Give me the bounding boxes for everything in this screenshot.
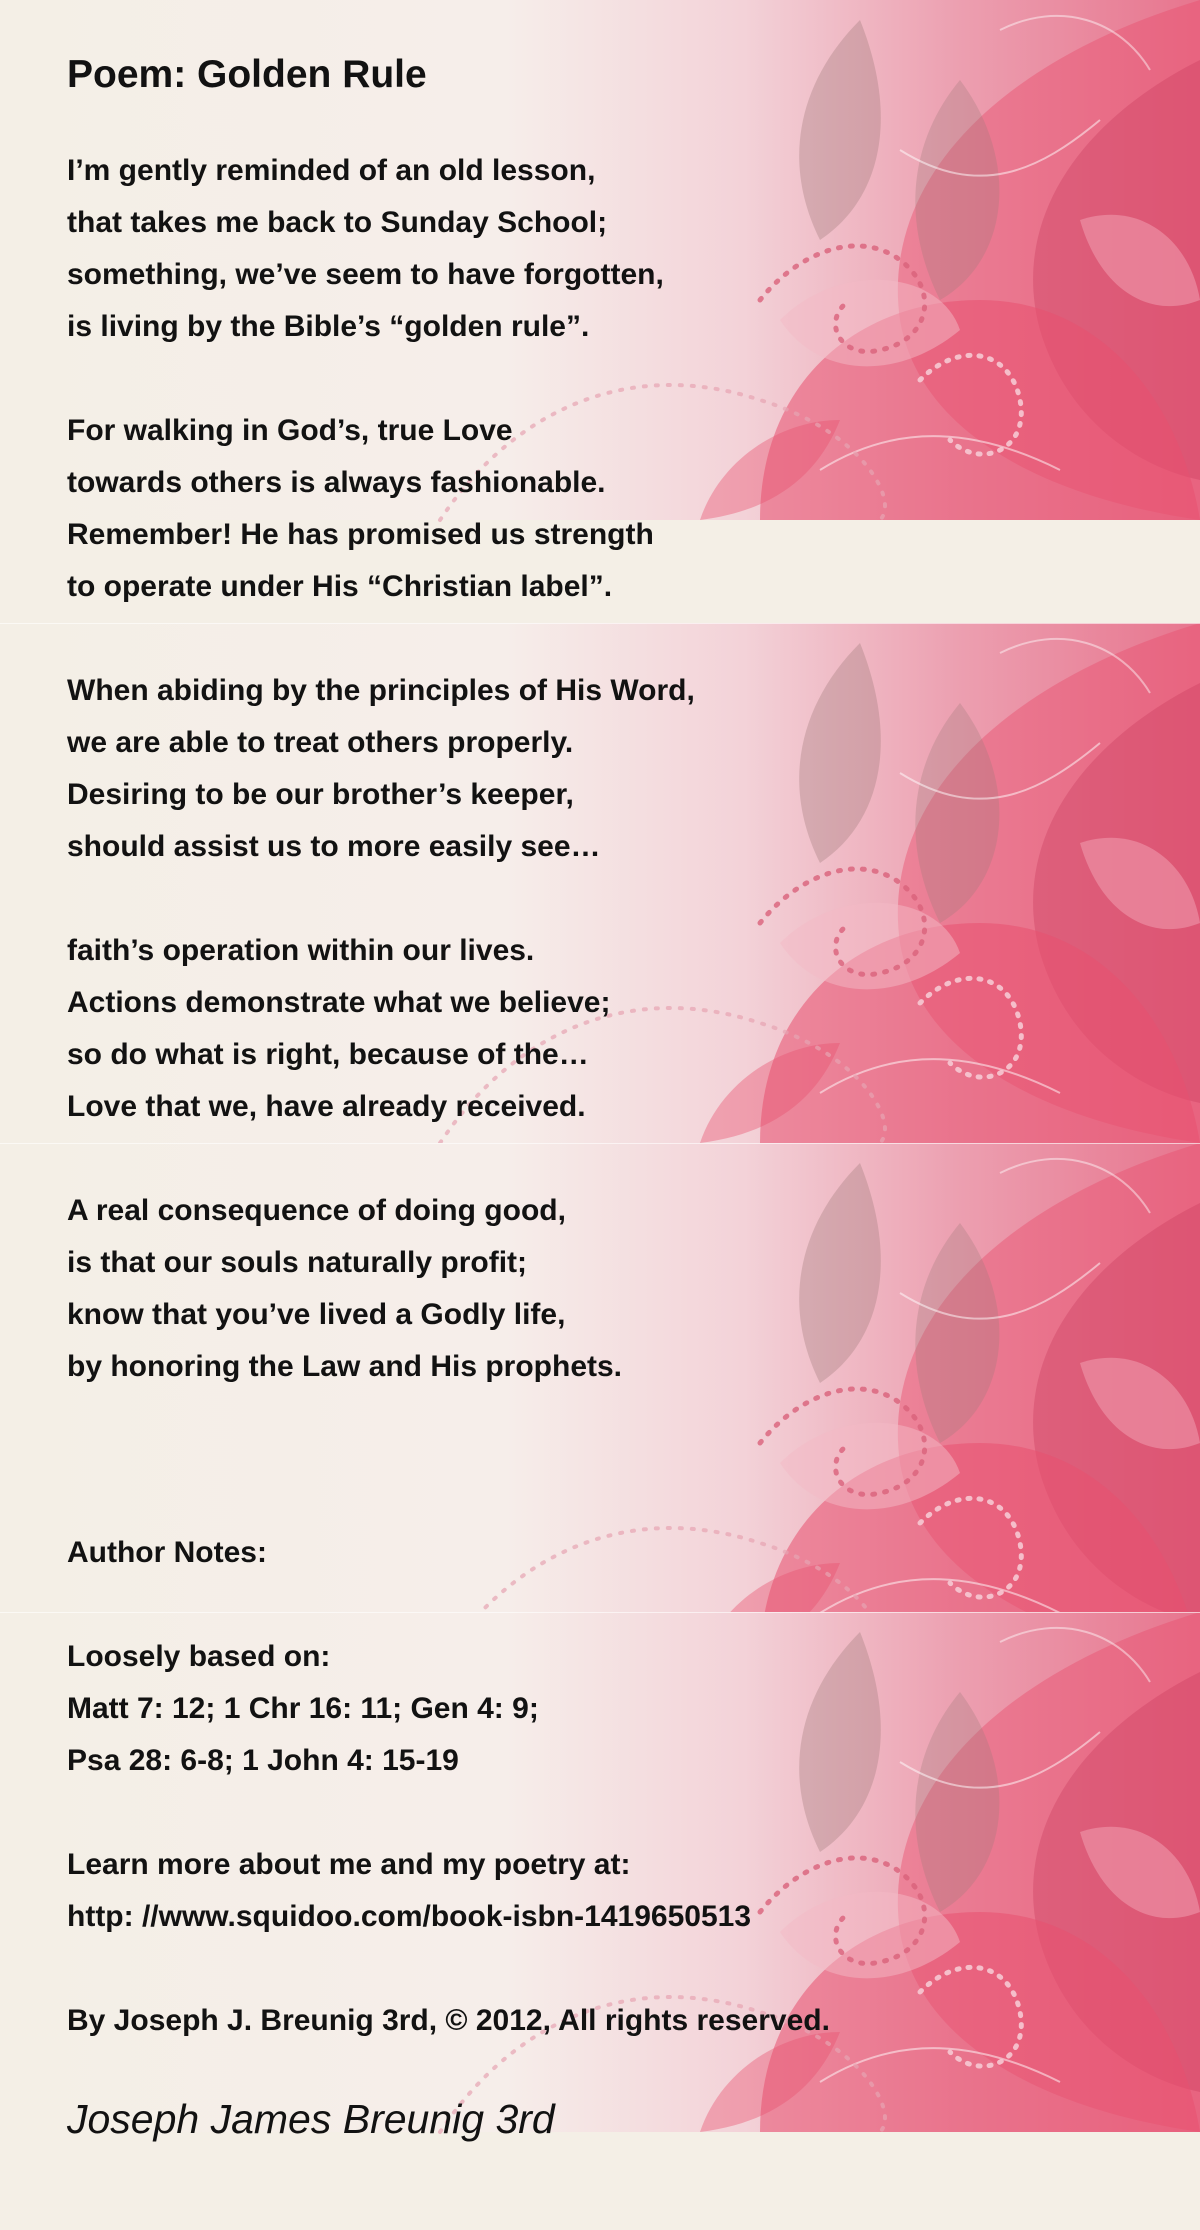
poem-line: by honoring the Law and His prophets.	[67, 1350, 623, 1383]
copyright-line: By Joseph J. Breunig 3rd, © 2012, All rights reserved.	[67, 2004, 830, 2037]
note-line: Psa 28: 6-8; 1 John 4: 15-19	[67, 1744, 459, 1777]
author-signature: Joseph James Breunig 3rd	[67, 2096, 555, 2142]
poem-title: Poem: Golden Rule	[67, 53, 427, 96]
poem-content	[67, 48, 1067, 2147]
stanza-3	[67, 665, 1067, 873]
poem-line: I’m gently reminded of an old lesson,	[67, 154, 596, 187]
poem-line: something, we’ve seem to have forgotten,	[67, 258, 664, 291]
poem-line: know that you’ve lived a Godly life,	[67, 1298, 566, 1331]
poem-line: towards others is always fashionable.	[67, 466, 606, 499]
stanza-5	[67, 1185, 1067, 1393]
poem-line: so do what is right, because of the…	[67, 1038, 589, 1071]
author-notes-heading: Author Notes:	[67, 1536, 267, 1569]
note-url: http: //www.squidoo.com/book-isbn-1419650513	[67, 1900, 752, 1933]
poem-line: For walking in God’s, true Love	[67, 414, 513, 447]
poem-line: Actions demonstrate what we believe;	[67, 986, 611, 1019]
poem-line: Remember! He has promised us strength	[67, 518, 654, 551]
poem-line: When abiding by the principles of His Word,	[67, 674, 695, 707]
poem-line: to operate under His “Christian label”.	[67, 570, 613, 603]
author-notes-website	[67, 1839, 1067, 1943]
poem-line: is that our souls naturally profit;	[67, 1246, 528, 1279]
author-notes-copyright	[67, 1995, 1067, 2047]
poem-line: A real consequence of doing good,	[67, 1194, 566, 1227]
poem-line: Desiring to be our brother’s keeper,	[67, 778, 574, 811]
note-line: Learn more about me and my poetry at:	[67, 1848, 631, 1881]
stanza-2	[67, 405, 1067, 613]
stanza-1	[67, 145, 1067, 353]
stanza-4	[67, 925, 1067, 1133]
poem-line: is living by the Bible’s “golden rule”.	[67, 310, 590, 343]
author-notes-references	[67, 1631, 1067, 1787]
poem-line: that takes me back to Sunday School;	[67, 206, 608, 239]
poem-line: should assist us to more easily see…	[67, 830, 601, 863]
note-line: Matt 7: 12; 1 Chr 16: 11; Gen 4: 9;	[67, 1692, 539, 1725]
poem-line: faith’s operation within our lives.	[67, 934, 535, 967]
poem-line: Love that we, have already received.	[67, 1090, 586, 1123]
note-line: Loosely based on:	[67, 1640, 331, 1673]
poem-line: we are able to treat others properly.	[67, 726, 574, 759]
